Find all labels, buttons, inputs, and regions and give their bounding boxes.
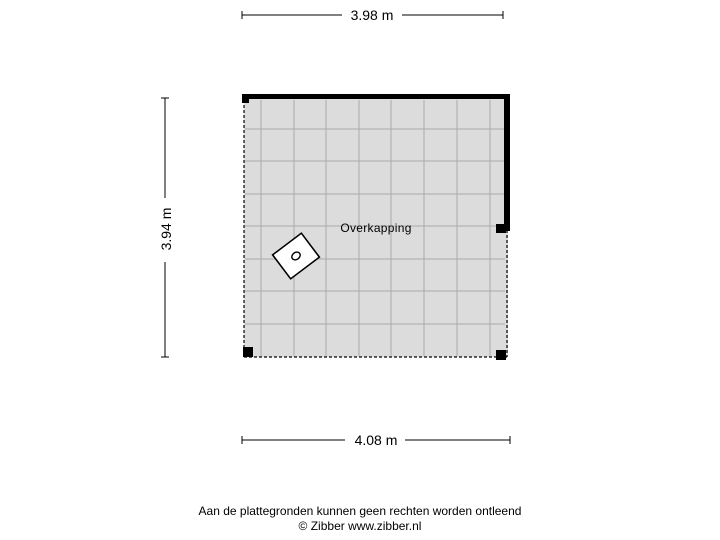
left-dimension [158,98,174,357]
column-mid-right [496,224,506,233]
column-bottom-right [496,350,506,360]
right-wall [504,94,510,231]
room-overkapping [242,94,510,360]
footer-disclaimer: Aan de plattegronden kunnen geen rechten worden ontleend [198,504,522,518]
room-label: Overkapping [340,221,412,235]
bottom-dimension-label: 4.08 m [354,432,398,448]
column-bottom-left [243,347,253,357]
footer-copyright: © Zibber www.zibber.nl [298,519,422,533]
left-dimension-label: 3.94 m [158,207,174,251]
column-top-left [242,94,249,103]
bottom-dimension [242,432,510,448]
top-dimension [242,7,503,23]
top-wall [243,94,510,99]
top-dimension-label: 3.98 m [350,7,394,23]
